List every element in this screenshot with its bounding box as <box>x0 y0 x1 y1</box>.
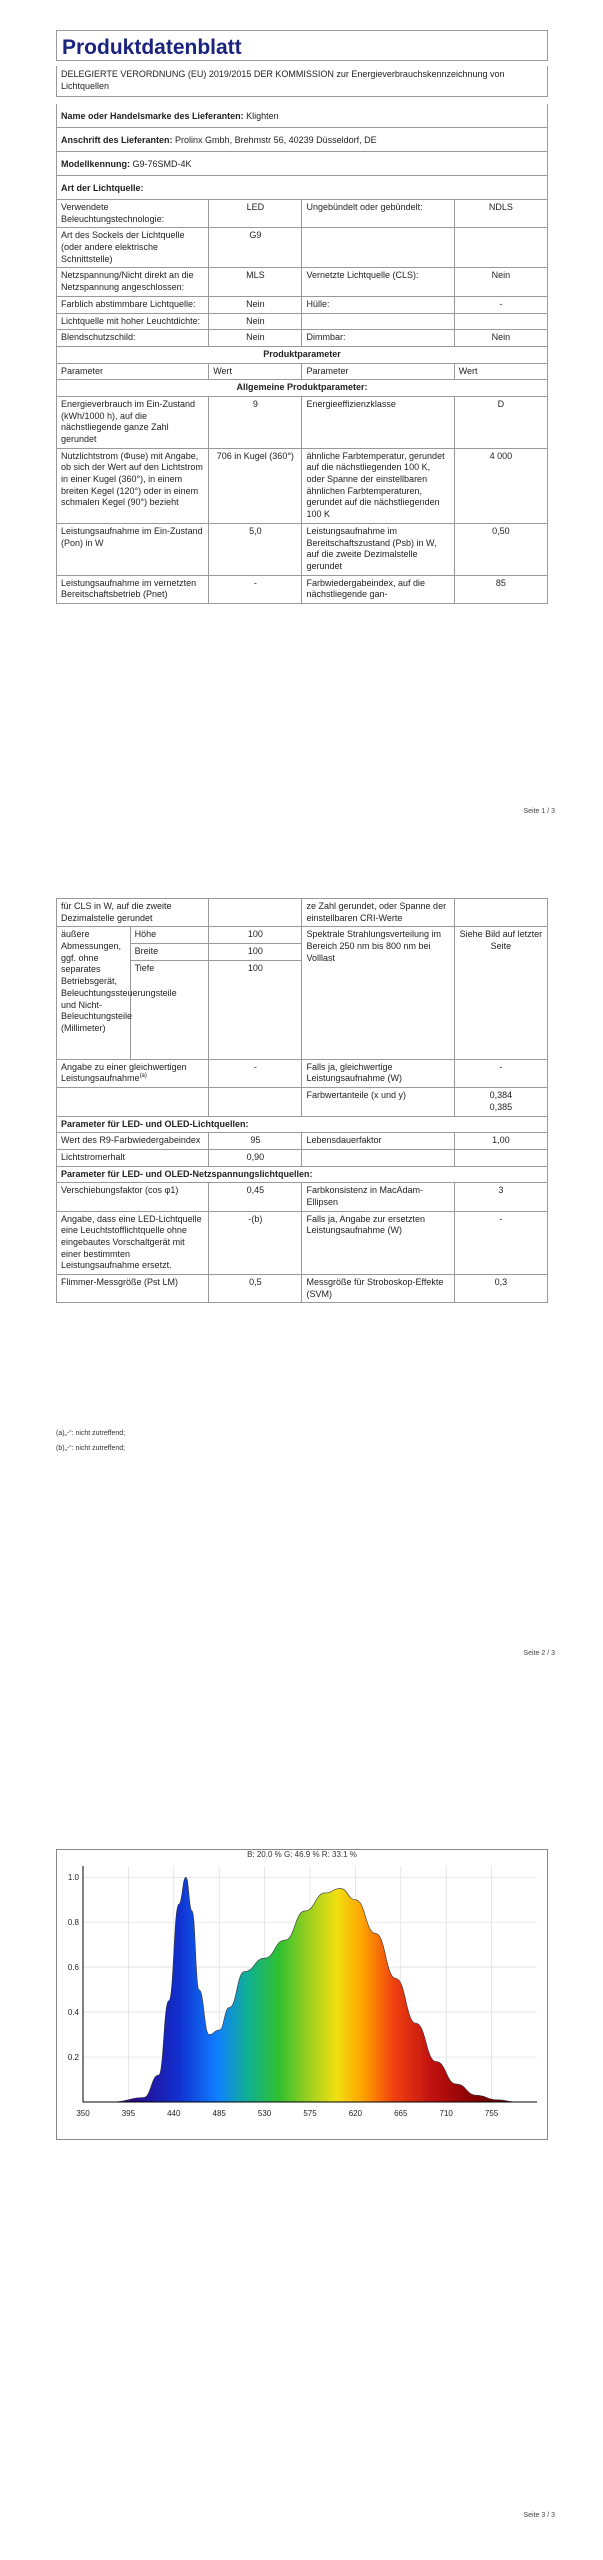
cell <box>454 899 547 927</box>
x-tick-label: 710 <box>439 2109 453 2118</box>
table-row <box>57 899 548 927</box>
cell: Netzspannung/Nicht direkt an die Netzspannung angeschlossen: <box>57 268 209 296</box>
cell: - <box>454 1059 547 1087</box>
type-header: Art der Lichtquelle: <box>56 176 548 200</box>
cell: Art des Sockels der Lichtquelle (oder andere elektrische Schnittstelle) <box>57 228 209 268</box>
dimensions-label: äußere Abmessungen, ggf. ohne separates Betriebsgerät, Beleuchtungssteuerungsteile und Nicht-Beleuchtungsteile (Millimeter) <box>57 927 131 1059</box>
cell: - <box>454 1211 547 1274</box>
supplier-row <box>56 104 548 128</box>
cell: Flimmer-Messgröße (Pst LM) <box>57 1275 209 1303</box>
cell: Dimmbar: <box>302 330 454 347</box>
cell: Nein <box>209 296 302 313</box>
cell: Farblich abstimmbare Lichtquelle: <box>57 296 209 313</box>
spectrum-chart <box>56 1849 548 2140</box>
cell: Lebensdauerfaktor <box>302 1133 454 1150</box>
cell: Leistungsaufnahme im Bereitschaftszustand (Psb) in W, auf die zweite Dezimalstelle gerundet <box>302 523 454 575</box>
page-number: Seite 2 / 3 <box>523 1650 555 1657</box>
cell: 0,50 <box>454 523 547 575</box>
model-label: Modellkennung: <box>61 159 130 169</box>
cell <box>302 228 454 268</box>
cell: 3 <box>454 1183 547 1211</box>
cell: 0,3 <box>454 1275 547 1303</box>
cell: 0,45 <box>209 1183 302 1211</box>
table-row <box>57 363 548 380</box>
table-row <box>57 523 548 575</box>
spectrum-svg <box>57 1850 547 2139</box>
cell <box>209 899 302 927</box>
y-tick-label: 0.8 <box>67 1918 79 1928</box>
cell: G9 <box>209 228 302 268</box>
cell: Leistungsaufnahme im vernetzten Bereitschaftsbetrieb (Pnet) <box>57 575 209 603</box>
cell: - <box>209 575 302 603</box>
table-row <box>57 330 548 347</box>
table-row <box>57 1088 548 1116</box>
cell <box>454 1088 547 1116</box>
address-row <box>56 128 548 152</box>
cell: MLS <box>209 268 302 296</box>
cell: Farbkonsistenz in MacAdam-Ellipsen <box>302 1183 454 1211</box>
cell: Blendschutzschild: <box>57 330 209 347</box>
table-row <box>57 448 548 523</box>
cell: NDLS <box>454 200 547 228</box>
x-tick-label: 350 <box>76 2109 90 2118</box>
spectrum-legend: B: 20.0 % G: 46.9 % R: 33.1 % <box>247 1850 357 1859</box>
cell: Nein <box>209 330 302 347</box>
x-tick-label: 755 <box>484 2109 499 2118</box>
cell <box>454 313 547 330</box>
page-number: Seite 1 / 3 <box>523 808 555 815</box>
table-row <box>57 927 548 944</box>
cell: Nein <box>454 330 547 347</box>
table-row <box>57 1116 548 1133</box>
cell: Wert <box>454 363 547 380</box>
address-value: Prolinx Gmbh, Brehmstr 56, 40239 Düsseldorf, DE <box>175 135 377 145</box>
cell: Energieeffizienzklasse <box>302 396 454 448</box>
product-params-table-continued <box>56 898 548 1303</box>
address-label: Anschrift des Lieferanten: <box>61 135 173 145</box>
cell: 85 <box>454 575 547 603</box>
dim-name: Tiefe <box>130 960 209 1059</box>
cell: Wert <box>209 363 302 380</box>
table-row <box>57 1183 548 1211</box>
model-value: G9-76SMD-4K <box>132 159 192 169</box>
cell <box>454 228 547 268</box>
table-row <box>57 296 548 313</box>
chromaticity-x: 0,384 <box>489 1090 513 1101</box>
table-row <box>57 228 548 268</box>
y-tick-label: 0.6 <box>67 1963 79 1973</box>
cell: Nein <box>454 268 547 296</box>
cell: Nutzlichtstrom (Φuse) mit Angabe, ob sich der Wert auf den Lichtstrom in einer Kugel (360°), in einem breiten Kegel (120°) oder in einem schmalen Kegel (90°) bezieht <box>57 448 209 523</box>
table-row <box>57 268 548 296</box>
spectrum-label: Spektrale Strahlungsverteilung im Bereich 250 nm bis 800 nm bei Volllast <box>302 927 454 1059</box>
cell: Falls ja, gleichwertige Leistungsaufnahme (W) <box>302 1059 454 1087</box>
x-tick-label: 620 <box>348 2109 363 2118</box>
cell: Lichtquelle mit hoher Leuchtdichte: <box>57 313 209 330</box>
spectrum-ref: Siehe Bild auf letzter Seite <box>454 927 547 1059</box>
cell: für CLS in W, auf die zweite Dezimalstelle gerundet <box>57 899 209 927</box>
led-params-header: Parameter für LED- und OLED-Lichtquellen: <box>57 1116 548 1133</box>
supplier-label: Name oder Handelsmarke des Lieferanten: <box>61 111 244 121</box>
cell: 1,00 <box>454 1133 547 1150</box>
cell: Vernetzte Lichtquelle (CLS): <box>302 268 454 296</box>
product-params-header: Produktparameter <box>57 346 548 363</box>
cell: - <box>209 1059 302 1087</box>
y-tick-label: 1.0 <box>67 1873 79 1883</box>
cell: D <box>454 396 547 448</box>
mains-params-header: Parameter für LED- und OLED-Netzspannungslichtquellen: <box>57 1166 548 1183</box>
regulation-subtitle: DELEGIERTE VERORDNUNG (EU) 2019/2015 DER KOMMISSION zur Energieverbrauchskennzeichnung von Lichtquellen <box>56 66 548 97</box>
x-tick-label: 575 <box>303 2109 317 2118</box>
cell: Verschiebungsfaktor (cos φ1) <box>57 1183 209 1211</box>
cell: 95 <box>209 1133 302 1150</box>
table-row <box>57 1149 548 1166</box>
light-source-type-table <box>56 199 548 604</box>
cell: Energieverbrauch im Ein-Zustand (kWh/1000 h), auf die nächstliegende ganze Zahl gerundet <box>57 396 209 448</box>
cell: Wert des R9-Farbwiedergabeindex <box>57 1133 209 1150</box>
table-row <box>57 380 548 397</box>
cell: 706 in Kugel (360°) <box>209 448 302 523</box>
cell: Hülle: <box>302 296 454 313</box>
cell <box>302 1149 454 1166</box>
x-tick-label: 665 <box>394 2109 408 2118</box>
dim-value: 100 <box>209 944 302 961</box>
general-params-header: Allgemeine Produktparameter: <box>57 380 548 397</box>
dim-value: 100 <box>209 927 302 944</box>
table-row <box>57 200 548 228</box>
cell: Parameter <box>57 363 209 380</box>
cell: Messgröße für Stroboskop-Effekte (SVM) <box>302 1275 454 1303</box>
cell: LED <box>209 200 302 228</box>
table-row <box>57 1211 548 1274</box>
cell: Nein <box>209 313 302 330</box>
cell: Leistungsaufnahme im Ein-Zustand (Pon) in W <box>57 523 209 575</box>
cell: 5,0 <box>209 523 302 575</box>
y-tick-label: 0.4 <box>67 2008 79 2018</box>
cell: 4 000 <box>454 448 547 523</box>
table-row <box>57 396 548 448</box>
table-row <box>57 346 548 363</box>
cell: Angabe, dass eine LED-Lichtquelle eine Leuchtstofflichtquelle ohne eingebautes Vorschaltgerät mit einer bestimmten Leistungsaufnahme ersetzt. <box>57 1211 209 1274</box>
cell: - <box>454 296 547 313</box>
cell: 9 <box>209 396 302 448</box>
table-row <box>57 1275 548 1303</box>
table-row <box>57 1133 548 1150</box>
table-row <box>57 575 548 603</box>
equiv-label: Angabe zu einer gleichwertigen Leistungsaufnahme <box>61 1061 187 1084</box>
table-row <box>57 313 548 330</box>
cell: Parameter <box>302 363 454 380</box>
cell: Lichtstromerhalt <box>57 1149 209 1166</box>
cell: Verwendete Beleuchtungstechnologie: <box>57 200 209 228</box>
page-title: Produktdatenblatt <box>56 30 548 61</box>
dim-name: Breite <box>130 944 209 961</box>
cell: ze Zahl gerundet, oder Spanne der einstellbaren CRI-Werte <box>302 899 454 927</box>
supplier-value: Klighten <box>246 111 279 121</box>
table-row <box>57 1166 548 1183</box>
x-tick-label: 485 <box>212 2109 226 2118</box>
page-number: Seite 3 / 3 <box>523 2512 555 2519</box>
model-row <box>56 152 548 176</box>
table-row <box>57 1059 548 1087</box>
cell: Ungebündelt oder gebündelt: <box>302 200 454 228</box>
cell: -(b) <box>209 1211 302 1274</box>
cell <box>454 1149 547 1166</box>
y-tick-label: 0.2 <box>67 2053 79 2063</box>
cell: 0,90 <box>209 1149 302 1166</box>
cell <box>302 313 454 330</box>
dim-value: 100 <box>209 960 302 1059</box>
dim-name: Höhe <box>130 927 209 944</box>
chromaticity-y: 0,385 <box>489 1101 513 1112</box>
x-tick-label: 440 <box>167 2109 181 2118</box>
cell <box>57 1088 209 1116</box>
cell: ähnliche Farbtemperatur, gerundet auf die nächstliegenden 100 K, oder Spanne der einstellbaren ähnlichen Farbtemperaturen, gerundet auf die nächstliegenden 100 K <box>302 448 454 523</box>
x-tick-label: 530 <box>257 2109 272 2118</box>
cell: Farbwiedergabeindex, auf die nächstliegende gan- <box>302 575 454 603</box>
cell: 0,5 <box>209 1275 302 1303</box>
footnote-b: (b)„-“: nicht zutreffend; <box>56 1445 126 1452</box>
footnote-a: (a)„-“: nicht zutreffend; <box>56 1430 126 1437</box>
cell: Falls ja, Angabe zur ersetzten Leistungsaufnahme (W) <box>302 1211 454 1274</box>
footnote-ref: (a) <box>139 1073 147 1080</box>
x-tick-label: 395 <box>121 2109 136 2118</box>
cell <box>57 1059 209 1087</box>
cell: Farbwertanteile (x und y) <box>302 1088 454 1116</box>
cell <box>209 1088 302 1116</box>
